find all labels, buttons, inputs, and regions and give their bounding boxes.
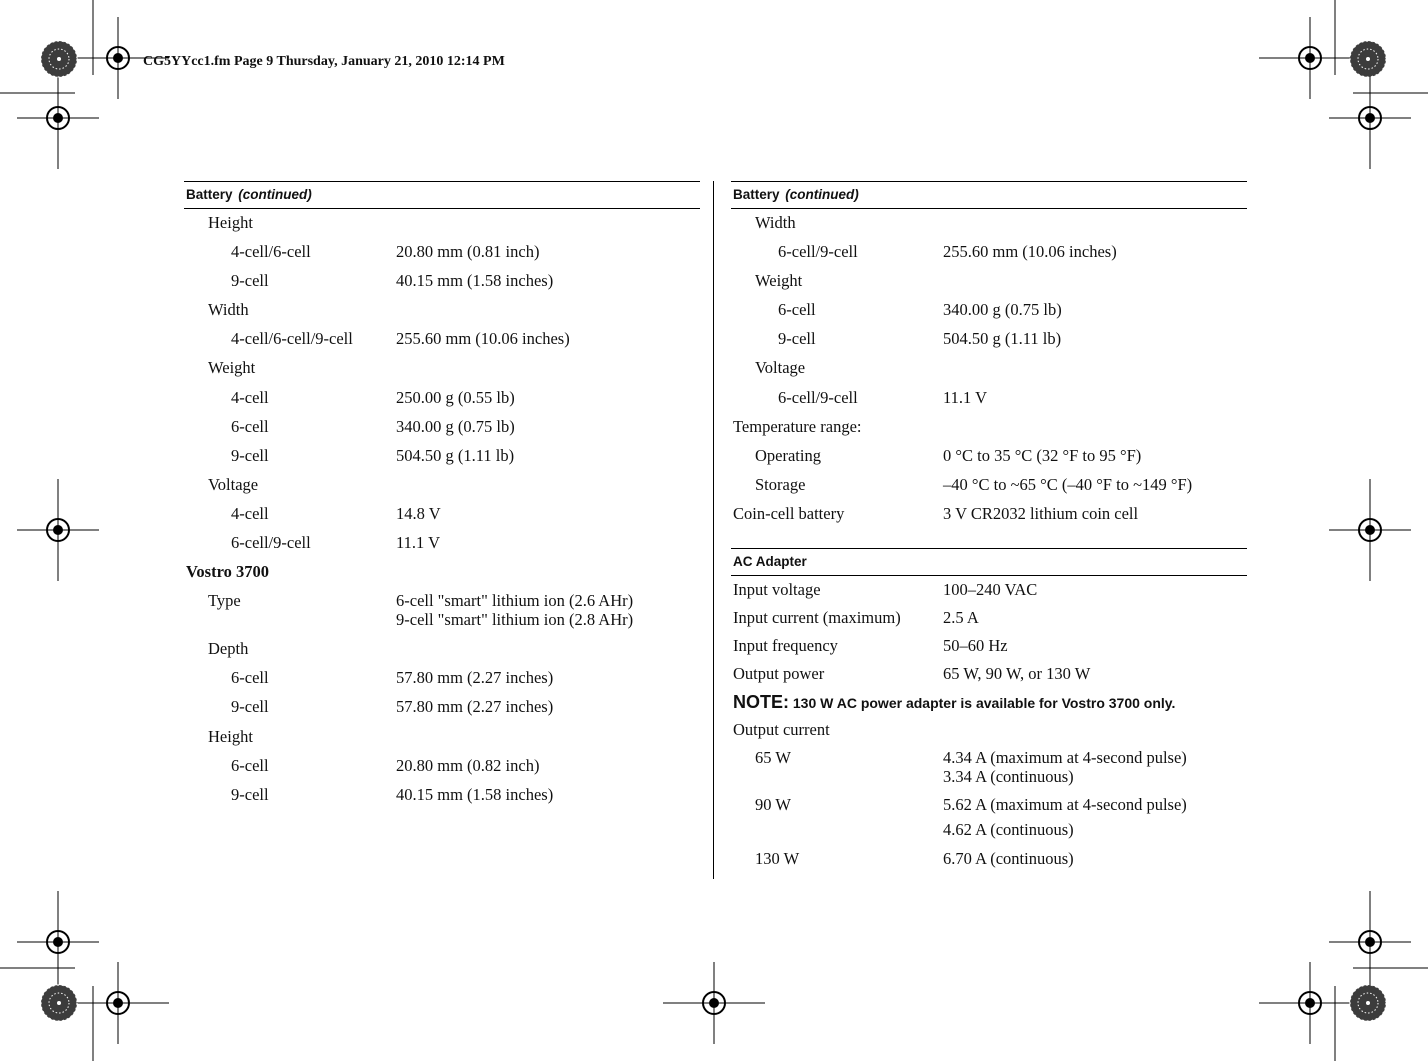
value-line: 9-cell "smart" lithium ion (2.8 AHr) xyxy=(396,610,634,630)
table-row xyxy=(184,442,700,471)
row-label: Height xyxy=(208,213,253,232)
column-divider xyxy=(713,181,714,879)
battery-table-left xyxy=(184,181,700,810)
row-label: Voltage xyxy=(755,358,806,378)
row-value: 250.00 g (0.55 lb) xyxy=(396,387,515,407)
table-subtitle: (continued) xyxy=(785,187,859,202)
row-label: Weight xyxy=(208,358,256,378)
row-value xyxy=(943,792,1187,842)
row-label: Coin-cell battery xyxy=(733,503,845,523)
table-row xyxy=(184,693,700,722)
row-value: 340.00 g (0.75 lb) xyxy=(396,416,515,436)
starburst-mark-icon xyxy=(1350,985,1386,1021)
table-row xyxy=(731,576,1247,604)
table-row xyxy=(184,238,700,267)
row-label: 65 W xyxy=(755,748,791,768)
table-row xyxy=(184,558,700,587)
crosshair-target-icon xyxy=(1259,962,1361,1044)
table-row xyxy=(184,296,700,325)
row-value: 20.80 mm (0.82 inch) xyxy=(396,755,540,775)
row-label: Weight xyxy=(755,271,803,291)
table-title: Battery xyxy=(733,187,780,202)
table-heading xyxy=(731,181,1247,209)
row-value: 40.15 mm (1.58 inches) xyxy=(396,784,554,804)
row-value: 255.60 mm (10.06 inches) xyxy=(396,329,570,349)
row-value: 504.50 g (1.11 lb) xyxy=(943,329,1062,349)
row-value: 0 °C to 35 °C (32 °F to 95 °F) xyxy=(943,445,1142,465)
row-value: 20.80 mm (0.81 inch) xyxy=(396,242,540,262)
table-row xyxy=(184,267,700,296)
row-label: 4-cell/6-cell/9-cell xyxy=(231,329,353,349)
note-callout xyxy=(731,688,1247,716)
row-label: 6-cell/9-cell xyxy=(231,533,311,553)
row-value xyxy=(396,591,633,629)
table-title: AC Adapter xyxy=(733,554,807,570)
table-row xyxy=(731,238,1247,267)
row-value: 11.1 V xyxy=(396,533,441,553)
value-line: 4.62 A (continuous) xyxy=(943,820,1074,840)
row-label: Temperature range: xyxy=(733,416,862,436)
table-row xyxy=(184,752,700,781)
page-header-slug: CG5YYcc1.fm Page 9 Thursday, January 21, 2010 12:14 PM xyxy=(143,54,505,69)
table-row xyxy=(184,529,700,558)
row-label: 4-cell xyxy=(231,387,269,407)
row-value: –40 °C to ~65 °C (–40 °F to ~149 °F) xyxy=(943,474,1193,494)
row-label: 6-cell xyxy=(231,668,269,688)
row-value: 3 V CR2032 lithium coin cell xyxy=(943,503,1139,523)
table-row xyxy=(184,635,700,664)
row-value: 50–60 Hz xyxy=(943,636,1008,656)
note-label: NOTE: xyxy=(733,692,789,713)
starburst-mark-icon xyxy=(41,985,77,1021)
row-value: 6.70 A (continuous) xyxy=(943,849,1074,869)
row-label: 6-cell xyxy=(231,416,269,436)
row-label: 9-cell xyxy=(231,784,269,804)
row-label: Width xyxy=(755,213,796,232)
table-row xyxy=(731,791,1247,845)
row-label: 6-cell xyxy=(231,755,269,775)
table-row xyxy=(731,500,1247,529)
row-label: Storage xyxy=(755,474,806,494)
row-label: Type xyxy=(208,591,241,611)
row-value: 57.80 mm (2.27 inches) xyxy=(396,697,554,717)
row-label: Output power xyxy=(733,664,825,684)
table-row xyxy=(731,744,1247,791)
row-label: 9-cell xyxy=(231,445,269,465)
row-label: 90 W xyxy=(755,795,791,815)
row-label: Voltage xyxy=(208,474,259,494)
row-label: Input current (maximum) xyxy=(733,608,901,628)
crosshair-target-icon xyxy=(17,479,99,581)
table-row xyxy=(731,845,1247,873)
table-row xyxy=(184,354,700,383)
table-row xyxy=(731,384,1247,413)
table-row xyxy=(184,500,700,529)
table-row xyxy=(731,325,1247,354)
row-label: Width xyxy=(208,300,249,320)
crosshair-target-icon xyxy=(1329,67,1411,169)
crosshair-target-icon xyxy=(663,962,765,1044)
table-row xyxy=(184,471,700,500)
table-row xyxy=(731,471,1247,500)
table-row xyxy=(731,716,1247,744)
value-line: 3.34 A (continuous) xyxy=(943,767,1074,787)
row-value: 2.5 A xyxy=(943,608,979,628)
row-label: 6-cell/9-cell xyxy=(778,387,858,407)
row-value: 100–240 VAC xyxy=(943,580,1038,600)
battery-table-right xyxy=(731,181,1247,873)
crosshair-target-icon xyxy=(67,962,169,1044)
starburst-mark-icon xyxy=(1350,41,1386,77)
row-label: 6-cell xyxy=(778,300,816,320)
crosshair-target-icon xyxy=(1329,479,1411,581)
table-row xyxy=(731,354,1247,383)
table-row xyxy=(184,209,700,238)
table-row xyxy=(184,781,700,810)
table-heading xyxy=(184,181,700,209)
value-line: 6-cell "smart" lithium ion (2.6 AHr) xyxy=(396,591,634,611)
row-value: 65 W, 90 W, or 130 W xyxy=(943,664,1091,684)
table-row xyxy=(731,209,1247,238)
table-heading xyxy=(731,548,1247,576)
row-label: Input voltage xyxy=(733,580,821,600)
table-row xyxy=(184,413,700,442)
table-row xyxy=(184,384,700,413)
row-label: 9-cell xyxy=(231,271,269,291)
table-row xyxy=(184,325,700,354)
row-value: 504.50 g (1.11 lb) xyxy=(396,445,515,465)
row-label: Operating xyxy=(755,445,821,465)
row-value: 340.00 g (0.75 lb) xyxy=(943,300,1062,320)
table-row xyxy=(731,442,1247,471)
row-label: Output current xyxy=(733,720,830,740)
row-label: 4-cell xyxy=(231,503,269,523)
crosshair-target-icon xyxy=(17,891,99,993)
row-value: 11.1 V xyxy=(943,387,988,407)
table-row xyxy=(731,660,1247,688)
table-row xyxy=(731,267,1247,296)
row-label: 9-cell xyxy=(778,329,816,349)
table-row xyxy=(731,604,1247,632)
table-row xyxy=(184,723,700,752)
table-subtitle: (continued) xyxy=(238,187,312,202)
starburst-mark-icon xyxy=(41,41,77,77)
table-row xyxy=(731,296,1247,325)
crosshair-target-icon xyxy=(17,67,99,169)
row-label: 6-cell/9-cell xyxy=(778,242,858,262)
table-title: Battery xyxy=(186,187,233,202)
value-line: 5.62 A (maximum at 4-second pulse) xyxy=(943,795,1187,815)
row-value: 255.60 mm (10.06 inches) xyxy=(943,242,1117,262)
row-label: 130 W xyxy=(755,849,800,869)
row-label: Depth xyxy=(208,639,249,659)
ac-adapter-table xyxy=(731,548,1247,873)
row-value: 14.8 V xyxy=(396,503,441,523)
table-row xyxy=(184,587,700,635)
crosshair-target-icon xyxy=(1329,891,1411,993)
note-text: 130 W AC power adapter is available for Vostro 3700 only. xyxy=(792,695,1176,712)
row-value xyxy=(943,748,1187,786)
table-row xyxy=(731,632,1247,660)
row-value: 40.15 mm (1.58 inches) xyxy=(396,271,554,291)
table-row xyxy=(731,413,1247,442)
table-row xyxy=(184,664,700,693)
value-line: 4.34 A (maximum at 4-second pulse) xyxy=(943,748,1187,768)
section-label: Vostro 3700 xyxy=(186,562,269,582)
row-label: 4-cell/6-cell xyxy=(231,242,311,262)
row-label: Input frequency xyxy=(733,636,838,656)
crosshair-target-icon xyxy=(1259,17,1361,99)
row-value: 57.80 mm (2.27 inches) xyxy=(396,668,554,688)
row-label: Height xyxy=(208,726,253,746)
row-label: 9-cell xyxy=(231,697,269,717)
